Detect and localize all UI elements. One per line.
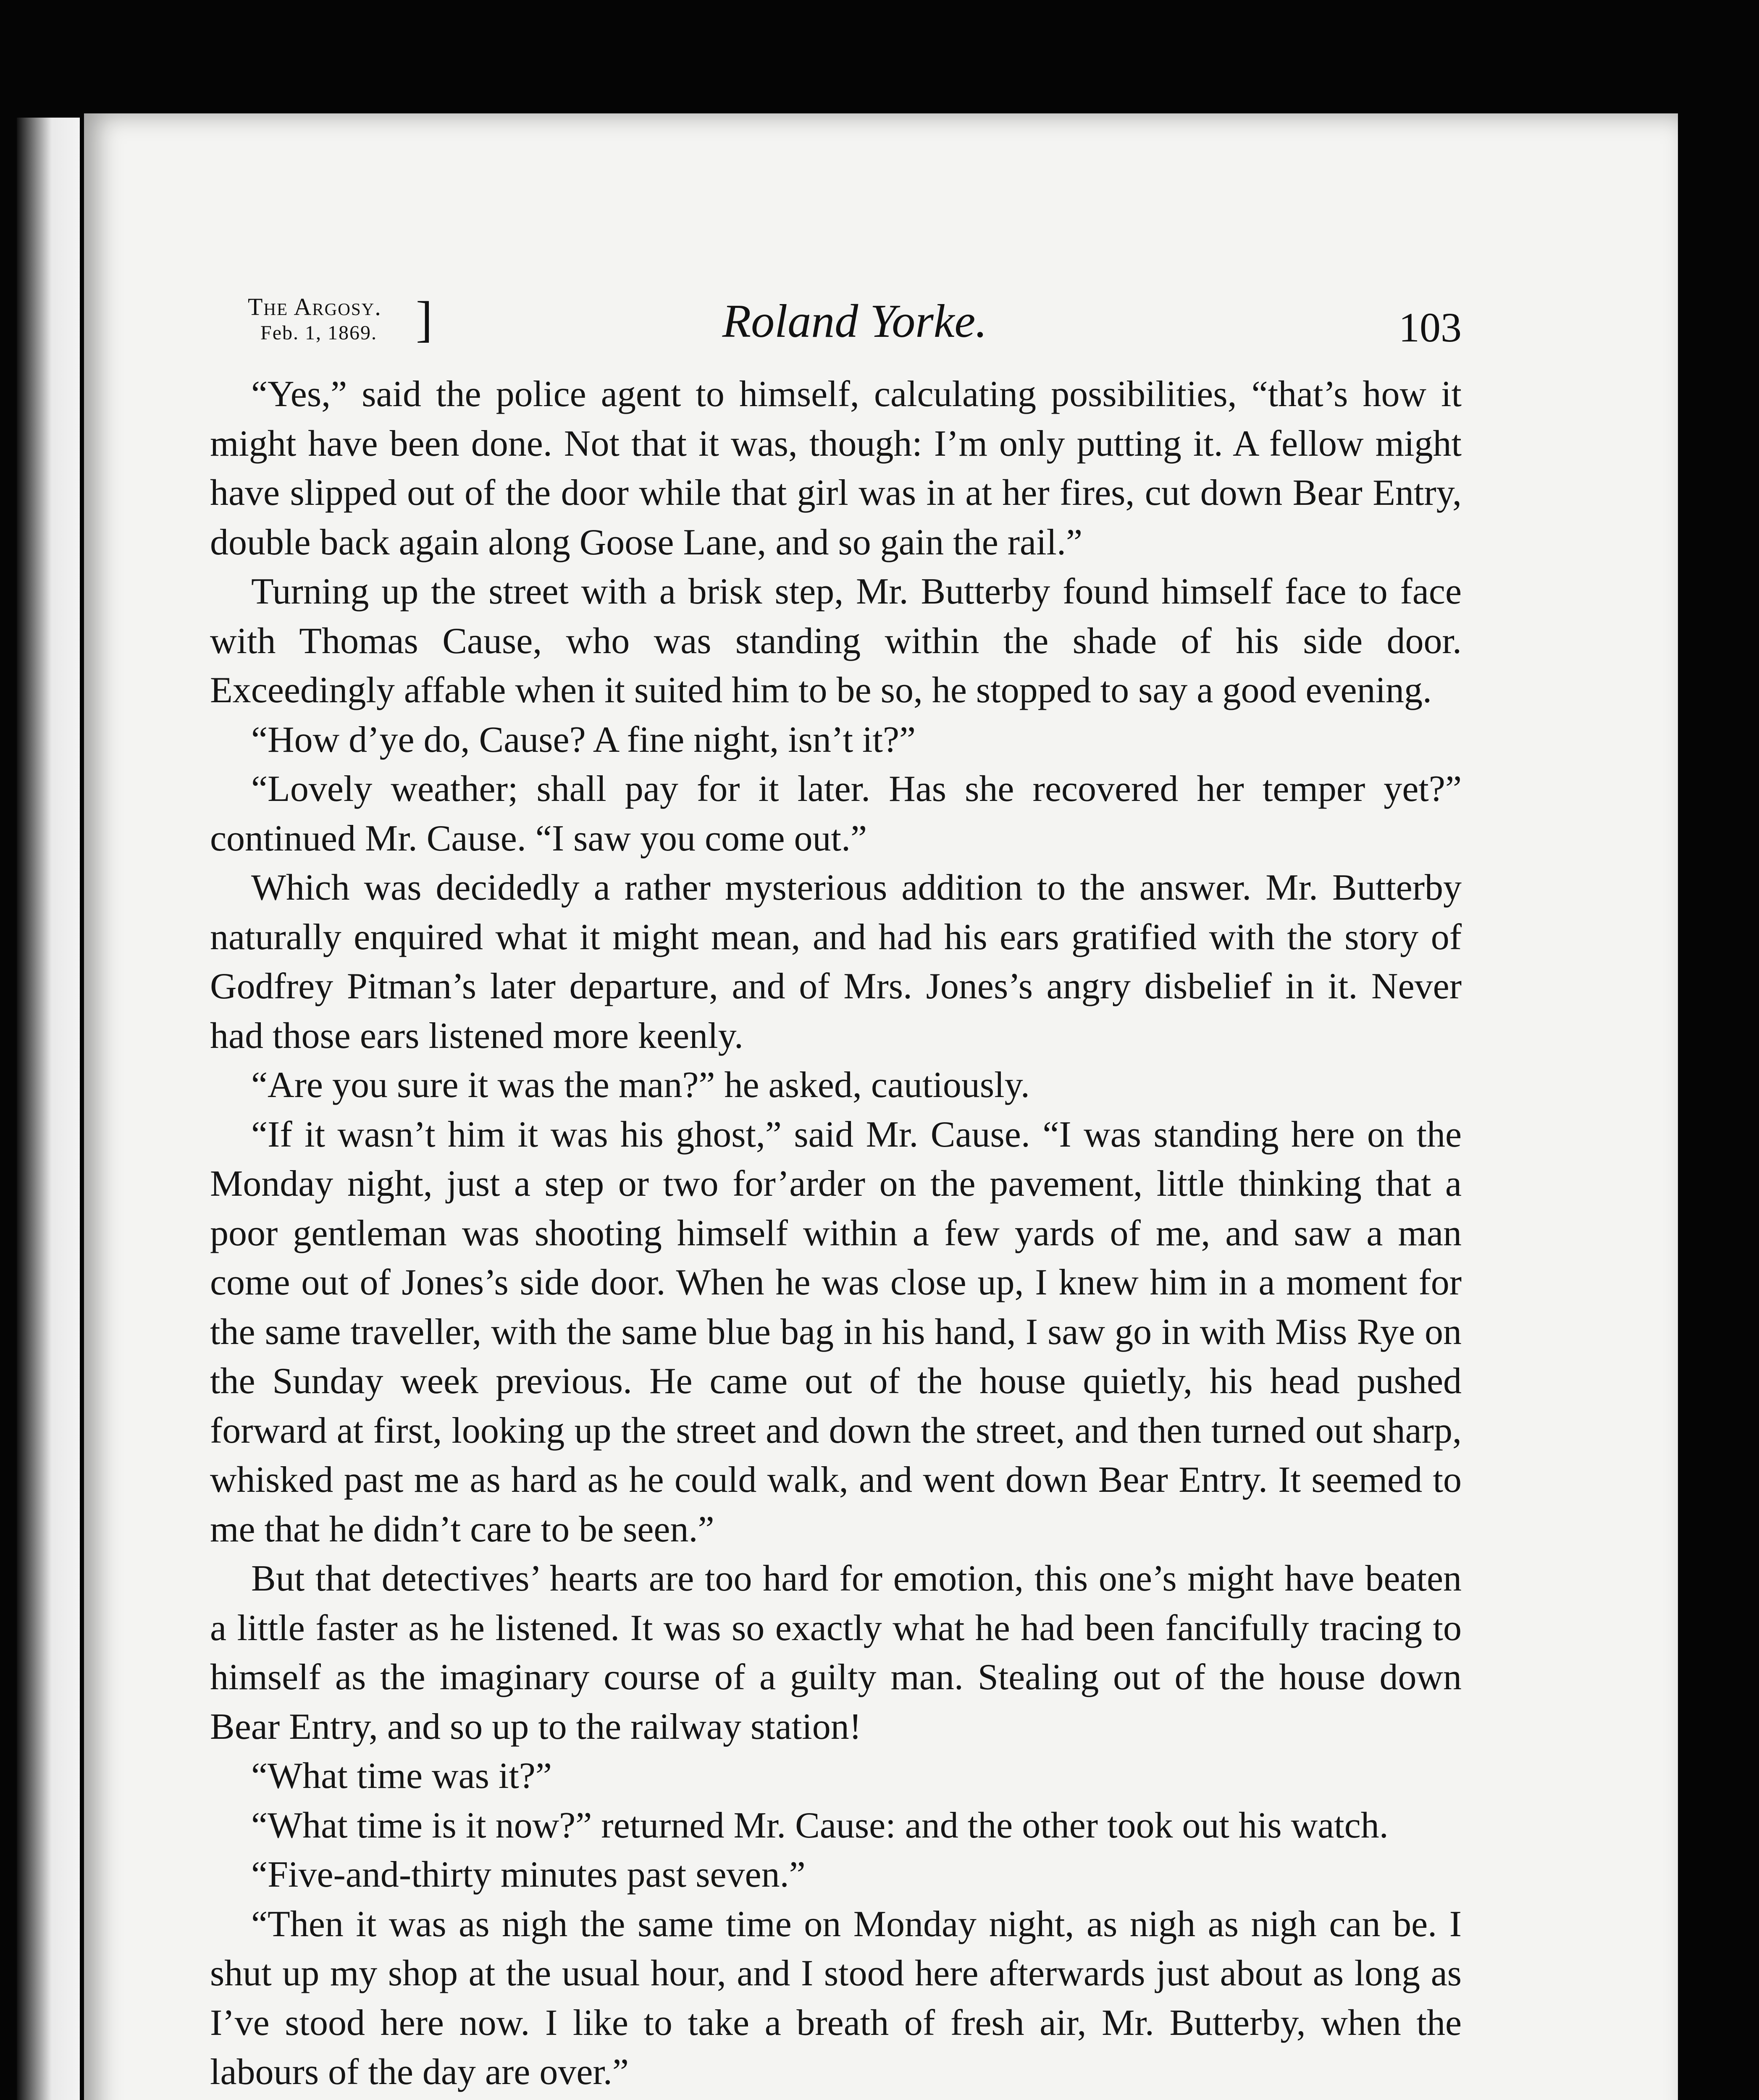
paragraph: “If it wasn’t him it was his ghost,” said Mr. Cause. “I was standing here on the Monday night, just a step or two for’arder on the pavement, little thinking that a poor gentleman was shooting himself within a few yards of me, and saw a man come out of Jones’s side door. When he was close up, I knew him in a moment for the same traveller, with the same blue bag in his hand, I saw go in with Miss Rye on the Sunday week previous. He came out of the house quietly, his head pushed forward at first, looking up the street and down the street, and then turned out sharp, whisked past me as hard as he could walk, and went down Bear Entry. It seemed to me that he didn’t care to be seen.” (210, 1114, 1462, 1550)
paragraph: “How d’ye do, Cause? A fine night, isn’t it?” (251, 719, 916, 760)
paragraph: “Yes,” said the police agent to himself, calculating possibilities, “that’s how it might have been done. Not that it was, though: I’m only putting it. A fellow might have slipped out of the door while that girl was in at her fires, cut down Bear Entry, double back again along Goose Lane, and so gain the rail.” (210, 374, 1462, 563)
paragraph: But that detectives’ hearts are too hard for emotion, this one’s might have beaten a little faster as he listened. It was so exactly what he had been fancifully tracing to himself as the imaginary course of a guilty man. Stealing out of the house down Bear Entry, and so up to the railway station! (210, 1558, 1462, 1747)
page-number: 103 (1399, 304, 1462, 351)
header-bracket: ] (416, 291, 433, 347)
body-text (210, 370, 1462, 2100)
paragraph: “What time is it now?” returned Mr. Cause: and the other took out his watch. (251, 1805, 1389, 1846)
paragraph (210, 2097, 1462, 2100)
paragraph: “Are you sure it was the man?” he asked, cautiously. (251, 1065, 1030, 1105)
running-title: Roland Yorke. (722, 295, 987, 347)
paragraph: Which was decidedly a rather mysterious addition to the answer. Mr. Butterby naturally enquired what it might mean, and had his ears gratified with the story of Godfrey Pitman’s later departure, and of Mrs. Jones’s angry disbelief in it. Never had those ears listened more keenly. (210, 867, 1462, 1056)
header-date: Feb. 1, 1869. (260, 322, 377, 344)
paragraph: “Five-and-thirty minutes past seven.” (251, 1854, 806, 1895)
paragraph: “What time was it?” (251, 1756, 552, 1796)
running-header (248, 291, 1462, 353)
header-periodical: The Argosy. (248, 293, 382, 320)
previous-page-edge (17, 118, 80, 2100)
paragraph: “Then it was as nigh the same time on Monday night, as nigh as nigh can be. I shut up my shop at the usual hour, and I stood here afterwards just about as long as I’ve stood here now. I like to take a breath of fresh air, Mr. Butterby, when the labours of the day are over.” (210, 1903, 1462, 2092)
paragraph: “Lovely weather; shall pay for it later. Has she recovered her temper yet?” continued Mr. Cause. “I saw you come out.” (210, 769, 1462, 859)
paragraph: Turning up the street with a brisk step, Mr. Butterby found himself face to face with Thomas Cause, who was standing within the shade of his side door. Exceedingly affable when it suited him to be so, he stopped to say a good evening. (210, 571, 1462, 711)
